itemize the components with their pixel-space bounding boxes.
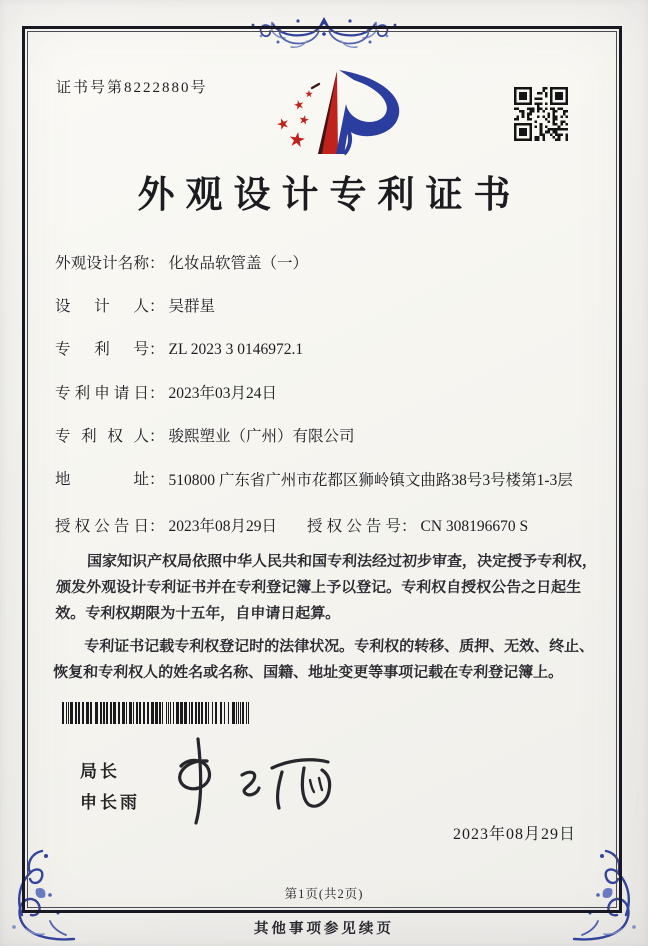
- field-row-patent-number: [55, 339, 606, 361]
- legal-paragraph-1: 国家知识产权局依照中华人民共和国专利法经过初步审查，决定授予专利权，颁发外观设计专利证书并在专利登记簿上予以登记。专利权自授权公告之日起生效。专利权期限为十五年，自申请日起算。: [54, 554, 598, 623]
- field-colon: ：: [149, 341, 165, 358]
- field-colon: ：: [149, 298, 165, 315]
- field-label: 外观设计名称: [55, 255, 149, 272]
- field-label: 设计人: [55, 298, 149, 315]
- field-row-address: [55, 469, 606, 493]
- signer-name: 申长雨: [80, 793, 140, 813]
- field-value: 2023年08月29日: [168, 518, 278, 535]
- field-row-grant: [55, 516, 606, 538]
- legal-paragraph-2: 专利证书记载专利权登记时的法律状况。专利权的转移、质押、无效、终止、恢复和专利权人的姓名或名称、国籍、地址变更等事项记载在专利登记簿上。: [52, 639, 595, 682]
- certificate-title: 外观设计专利证书: [137, 175, 522, 216]
- field-value: 2023年03月24日: [168, 385, 278, 402]
- field-value: 510800 广东省广州市花都区狮岭镇文曲路38号3号楼第1-3层: [168, 472, 573, 489]
- signer-title: 局长: [80, 762, 120, 781]
- legal-text-block: [52, 549, 602, 693]
- field-value: CN 308196670 S: [420, 518, 529, 535]
- field-colon: ：: [149, 471, 165, 488]
- field-group-grant-number: [307, 516, 528, 538]
- field-label: 专利号: [55, 341, 149, 358]
- field-colon: ：: [149, 518, 165, 535]
- field-colon: ：: [149, 428, 165, 445]
- field-row-patentee: [55, 426, 606, 448]
- field-label: 专利权人: [55, 428, 149, 445]
- certificate-number: 证书号第8222880号: [56, 80, 208, 96]
- field-colon: ：: [149, 385, 165, 402]
- field-label: 专利申请日: [55, 385, 149, 402]
- field-value: 化妆品软管盖（一）: [168, 255, 309, 272]
- field-row-design-name: [55, 253, 606, 275]
- field-row-filing-date: [55, 383, 606, 405]
- page-number-note: 第1页(共2页): [284, 887, 364, 901]
- signer-block: [80, 756, 140, 819]
- field-value: 吴群星: [168, 298, 216, 315]
- field-colon: ：: [401, 518, 417, 535]
- field-row-designer: [55, 296, 606, 318]
- barcode-icon: [62, 702, 252, 724]
- handwritten-signature-icon: [145, 731, 355, 831]
- field-value: 骏熙塑业（广州）有限公司: [168, 428, 355, 445]
- field-value: ZL 2023 3 0146972.1: [168, 341, 304, 358]
- qr-code-icon: [514, 87, 568, 141]
- footer-continuation-note: 其他事项参见续页: [253, 921, 395, 937]
- field-label: 授权公告号: [307, 518, 401, 535]
- field-colon: ：: [149, 255, 165, 272]
- field-label: 地址: [55, 471, 149, 488]
- cnipa-logo-icon: [252, 64, 402, 162]
- field-label: 授权公告日: [55, 518, 149, 535]
- issue-date: 2023年08月29日: [452, 826, 576, 843]
